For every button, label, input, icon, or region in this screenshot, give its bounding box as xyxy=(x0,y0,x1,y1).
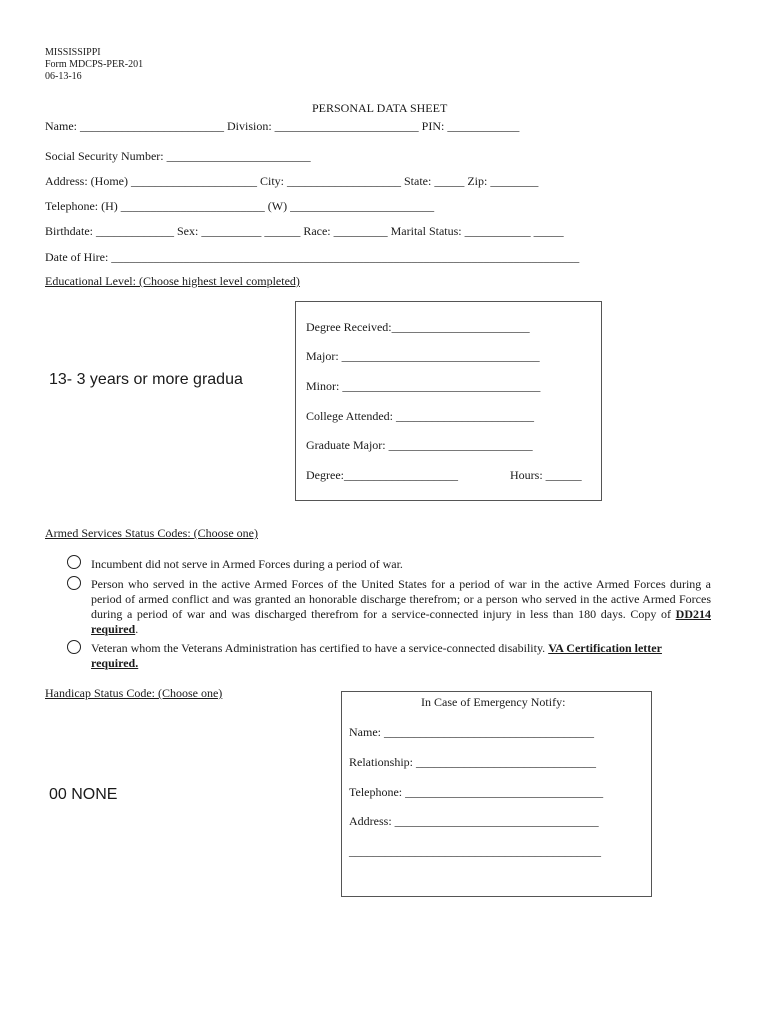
college-attended-field[interactable]: College Attended: _______________________ xyxy=(306,409,534,423)
date-of-hire-row[interactable]: Date of Hire: ______________________________________________________________________________ xyxy=(45,250,580,264)
armed-option-3-text: Veteran whom the Veterans Administration has certified to have a service-connected disability. xyxy=(91,641,546,655)
header-date: 06-13-16 xyxy=(45,71,82,82)
header-state: MISSISSIPPI xyxy=(45,47,101,58)
emergency-address-field[interactable]: Address: __________________________________ xyxy=(349,814,599,828)
emergency-title: In Case of Emergency Notify: xyxy=(421,695,566,709)
page-title: PERSONAL DATA SHEET xyxy=(312,101,448,115)
degree-received-field[interactable]: Degree Received:_______________________ xyxy=(306,320,530,334)
education-heading: Educational Level: (Choose highest level completed) xyxy=(45,274,300,288)
hours-field[interactable]: Hours: ______ xyxy=(510,468,582,482)
emergency-contact-box xyxy=(341,691,652,897)
address-row[interactable]: Address: (Home) _____________________ City: ___________________ State: _____ Zip: ________ xyxy=(45,174,539,188)
armed-option-2-text: Person who served in the active Armed Forces of the United States for a period of war in the active Armed Forces during a period of armed conflict and was granted an honorable discharge therefrom; or a person who served in the active Armed Forces during a period of war and was discharged therefrom for a service-connected injury in less than 180 days. Copy of xyxy=(91,577,711,621)
emergency-name-field[interactable]: Name: ___________________________________ xyxy=(349,725,594,739)
armed-option-1-label: Incumbent did not serve in Armed Forces during a period of war. xyxy=(91,557,403,571)
ssn-row[interactable]: Social Security Number: ________________________ xyxy=(45,149,311,163)
emergency-relationship-field[interactable]: Relationship: ______________________________ xyxy=(349,755,596,769)
radio-armed-option-1[interactable] xyxy=(67,555,81,569)
telephone-row[interactable]: Telephone: (H) ________________________ (W) ________________________ xyxy=(45,199,435,213)
va-certification-required: VA Certification letter required. xyxy=(91,641,662,670)
armed-option-2-end: . xyxy=(135,622,139,636)
education-selected-value[interactable]: 13- 3 years or more gradua xyxy=(49,371,243,388)
radio-armed-option-3[interactable] xyxy=(67,640,81,654)
degree-field[interactable]: Degree:___________________ xyxy=(306,468,458,482)
minor-field[interactable]: Minor: _________________________________ xyxy=(306,379,541,393)
armed-option-2-label xyxy=(91,577,711,637)
armed-services-heading: Armed Services Status Codes: (Choose one) xyxy=(45,526,258,540)
birthdate-row[interactable]: Birthdate: _____________ Sex: __________ ______ Race: _________ Marital Status: ___________ _____ xyxy=(45,224,564,238)
armed-option-3-label xyxy=(91,641,711,671)
major-field[interactable]: Major: _________________________________ xyxy=(306,349,540,363)
header-form-number: Form MDCPS-PER-201 xyxy=(45,59,144,70)
handicap-heading: Handicap Status Code: (Choose one) xyxy=(45,686,223,700)
emergency-address-line-2[interactable]: __________________________________________ xyxy=(349,844,601,858)
handicap-selected-value[interactable]: 00 NONE xyxy=(49,786,118,803)
emergency-telephone-field[interactable]: Telephone: _________________________________ xyxy=(349,785,604,799)
name-division-pin-row[interactable]: Name: ________________________ Division: ________________________ PIN: ____________ xyxy=(45,119,520,133)
radio-armed-option-2[interactable] xyxy=(67,576,81,590)
dd214-required: DD214 required xyxy=(91,607,711,636)
graduate-major-field[interactable]: Graduate Major: ________________________ xyxy=(306,438,533,452)
education-details-box xyxy=(295,301,602,501)
